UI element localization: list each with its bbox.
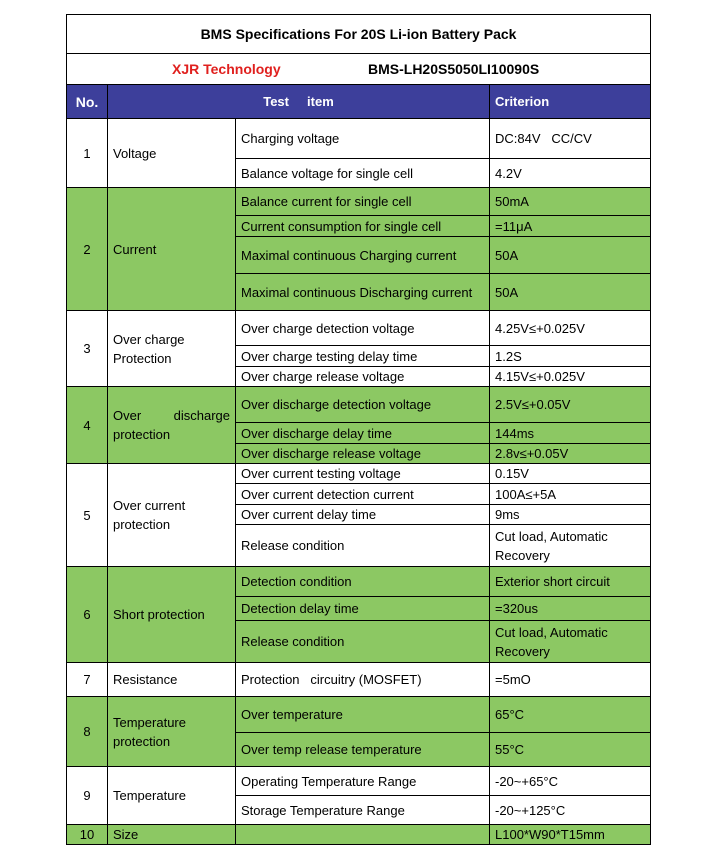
criterion-value: 1.2S bbox=[490, 346, 651, 367]
criterion-value: 50A bbox=[490, 274, 651, 311]
criterion-value: 55°C bbox=[490, 733, 651, 767]
sub-item: Over discharge release voltage bbox=[236, 444, 490, 464]
table-header bbox=[67, 85, 651, 119]
sub-item: Detection condition bbox=[236, 567, 490, 597]
criterion-value: =320us bbox=[490, 597, 651, 621]
row-item: Over discharge protection bbox=[108, 387, 236, 464]
criterion-value: 65°C bbox=[490, 697, 651, 733]
criterion-value: DC:84V CC/CV bbox=[490, 119, 651, 159]
row-number: 3 bbox=[67, 311, 108, 387]
sub-item: Operating Temperature Range bbox=[236, 767, 490, 796]
row-number: 5 bbox=[67, 464, 108, 567]
header-no: No. bbox=[67, 85, 108, 119]
table-row bbox=[67, 663, 651, 697]
header-criterion: Criterion bbox=[490, 85, 651, 119]
sub-item: Detection delay time bbox=[236, 597, 490, 621]
criterion-value: 4.2V bbox=[490, 159, 651, 188]
table-row bbox=[67, 387, 651, 423]
sub-item: Over current delay time bbox=[236, 505, 490, 525]
sub-item: Balance voltage for single cell bbox=[236, 159, 490, 188]
row-item: Resistance bbox=[108, 663, 236, 697]
criterion-value: 0.15V bbox=[490, 464, 651, 484]
row-item: Current bbox=[108, 188, 236, 311]
sub-item: Over discharge delay time bbox=[236, 423, 490, 444]
sub-item: Over charge detection voltage bbox=[236, 311, 490, 346]
criterion-value: 2.8v≤+0.05V bbox=[490, 444, 651, 464]
table-row bbox=[67, 188, 651, 216]
sub-item: Current consumption for single cell bbox=[236, 216, 490, 237]
row-item: Over charge Protection bbox=[108, 311, 236, 387]
row-number: 6 bbox=[67, 567, 108, 663]
criterion-value: 9ms bbox=[490, 505, 651, 525]
sub-item: Storage Temperature Range bbox=[236, 796, 490, 825]
table-row bbox=[67, 464, 651, 484]
criterion-value: 4.15V≤+0.025V bbox=[490, 367, 651, 387]
sub-item: Over discharge detection voltage bbox=[236, 387, 490, 423]
row-item: Voltage bbox=[108, 119, 236, 188]
title-row bbox=[67, 15, 651, 54]
row-number: 10 bbox=[67, 825, 108, 845]
company-name: XJR Technology bbox=[172, 61, 281, 77]
sub-item bbox=[236, 825, 490, 845]
criterion-value: =5mO bbox=[490, 663, 651, 697]
sub-item: Over current testing voltage bbox=[236, 464, 490, 484]
row-item: Over current protection bbox=[108, 464, 236, 567]
model-number: BMS-LH20S5050LI10090S bbox=[368, 61, 540, 77]
criterion-value: 4.25V≤+0.025V bbox=[490, 311, 651, 346]
company-row bbox=[67, 54, 651, 85]
sub-item: Balance current for single cell bbox=[236, 188, 490, 216]
table-row bbox=[67, 697, 651, 733]
table-row bbox=[67, 567, 651, 597]
criterion-value: Cut load, Automatic Recovery bbox=[490, 621, 651, 663]
sub-item: Over charge testing delay time bbox=[236, 346, 490, 367]
row-number: 1 bbox=[67, 119, 108, 188]
table-row bbox=[67, 767, 651, 796]
criterion-value: =11μA bbox=[490, 216, 651, 237]
criterion-value: L100*W90*T15mm bbox=[490, 825, 651, 845]
sub-item: Maximal continuous Charging current bbox=[236, 237, 490, 274]
criterion-value: 100A≤+5A bbox=[490, 484, 651, 505]
header-test-item: Test item bbox=[108, 85, 490, 119]
criterion-value: 50A bbox=[490, 237, 651, 274]
criterion-value: 144ms bbox=[490, 423, 651, 444]
sub-item: Maximal continuous Discharging current bbox=[236, 274, 490, 311]
row-number: 7 bbox=[67, 663, 108, 697]
row-item: Temperature bbox=[108, 767, 236, 825]
table-row bbox=[67, 119, 651, 159]
sub-item: Over temperature bbox=[236, 697, 490, 733]
criterion-value: 2.5V≤+0.05V bbox=[490, 387, 651, 423]
sub-item: Charging voltage bbox=[236, 119, 490, 159]
sub-item: Release condition bbox=[236, 621, 490, 663]
criterion-value: Exterior short circuit bbox=[490, 567, 651, 597]
row-number: 8 bbox=[67, 697, 108, 767]
bms-spec-table bbox=[66, 14, 651, 845]
table-row bbox=[67, 825, 651, 845]
row-number: 9 bbox=[67, 767, 108, 825]
table-row bbox=[67, 311, 651, 346]
document-title: BMS Specifications For 20S Li-ion Battery Pack bbox=[67, 15, 651, 54]
row-item: Short protection bbox=[108, 567, 236, 663]
row-item: Size bbox=[108, 825, 236, 845]
criterion-value: Cut load, Automatic Recovery bbox=[490, 525, 651, 567]
sub-item: Over temp release temperature bbox=[236, 733, 490, 767]
sub-item: Over current detection current bbox=[236, 484, 490, 505]
criterion-value: -20~+125°C bbox=[490, 796, 651, 825]
sub-item: Over charge release voltage bbox=[236, 367, 490, 387]
row-number: 2 bbox=[67, 188, 108, 311]
row-number: 4 bbox=[67, 387, 108, 464]
criterion-value: -20~+65°C bbox=[490, 767, 651, 796]
row-item: Temperature protection bbox=[108, 697, 236, 767]
criterion-value: 50mA bbox=[490, 188, 651, 216]
sub-item: Release condition bbox=[236, 525, 490, 567]
sub-item: Protection circuitry (MOSFET) bbox=[236, 663, 490, 697]
